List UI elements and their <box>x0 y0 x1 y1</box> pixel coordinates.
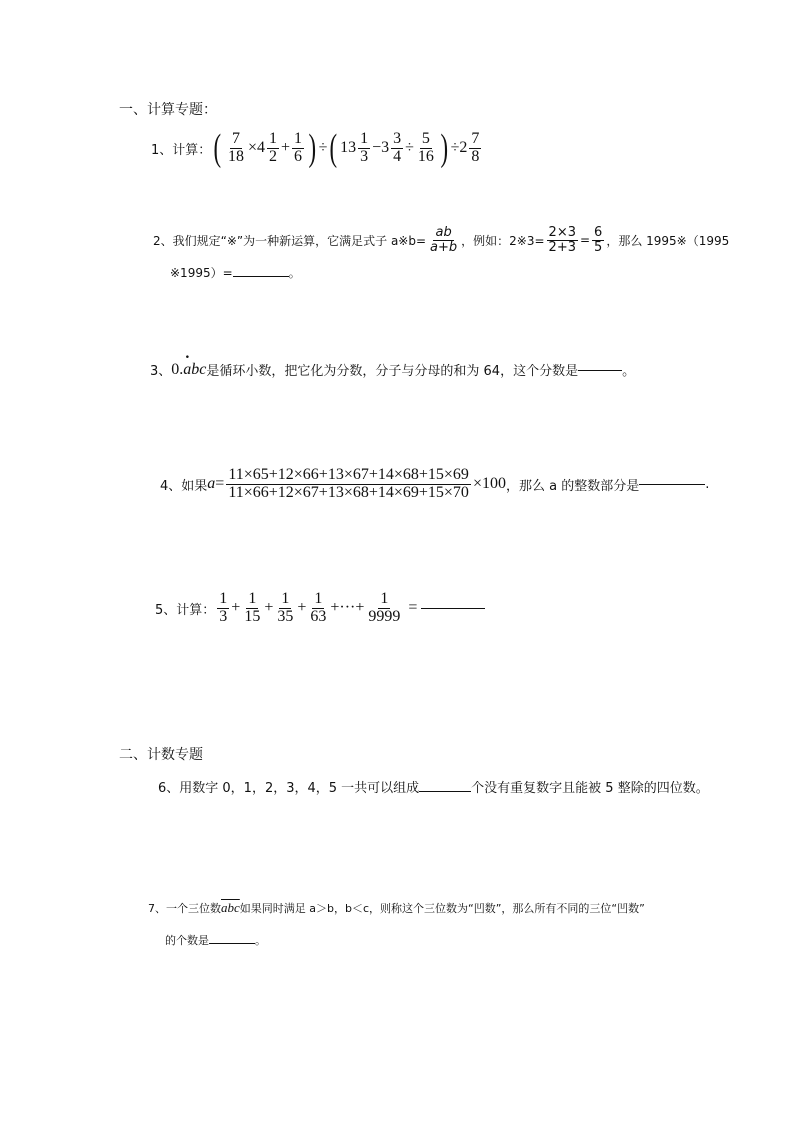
q2-text: 2、我们规定“※”为一种新运算，它满足式子 a※b= <box>153 233 427 248</box>
q6-answer-blank[interactable] <box>419 790 471 792</box>
q1-mixed-13-1-3: 13 $\frac{1}{3}$ <box>340 129 369 165</box>
q5-answer-blank[interactable] <box>421 607 485 609</box>
q4-big-fraction: $\frac{11\times 65+12\times 66+13\times 67+14\times 68+15\times 69}{11\times 66+12\times 67+13\times 68+14\times 69+15\times 70}$ <box>228 465 469 501</box>
q2-frac-6-5: $\frac{6}{5}$ <box>594 224 603 255</box>
q1-left-paren-2: ( <box>329 127 338 169</box>
q4-expression: a = $\frac{11\times 65+12\times 66+13\times 67+14\times 68+15\times 69}{11\times 66+12\times 67+13\times 68+14\times 69+15\times 70}$ ×100 <box>207 465 506 501</box>
q1-frac-1-6: $\frac{1}{6}$ <box>294 129 302 165</box>
q1-right-paren-2: ) <box>440 127 449 169</box>
q5-frac-1-3: $\frac{1}{3}$ <box>219 589 228 625</box>
q5-frac-1-15: $\frac{1}{15}$ <box>244 589 261 625</box>
question-6: 6、用数字 0，1，2，3，4，5 一共可以组成 个没有重复数字且能被 5 整除的四位数。 <box>158 781 709 796</box>
q7-answer-blank[interactable] <box>209 942 255 944</box>
q3-answer-blank[interactable] <box>578 369 622 371</box>
q1-right-paren: ) <box>308 127 317 169</box>
section-title-counting: 二、计数专题 <box>119 747 203 763</box>
q1-mixed-2-7-8: 2 $\frac{7}{8}$ <box>459 129 480 165</box>
q1-mixed-4-1-2: 4 $\frac{1}{2}$ <box>256 129 277 165</box>
q3-repeating-decimal: 0.· abc <box>171 361 206 379</box>
section-title-calculation: 一、计算专题： <box>119 102 217 118</box>
q2-frac-2x3: $\frac{2\times 3}{2+3}$ <box>548 224 576 255</box>
q5-frac-1-35: $\frac{1}{35}$ <box>277 589 294 625</box>
question-1 <box>151 128 483 168</box>
q2-frac-ab: $\frac{ab}{a+b}$ <box>430 224 458 255</box>
q2-answer-blank[interactable] <box>233 275 289 277</box>
question-2-line2: ※1995）= 。 <box>170 266 301 280</box>
q7-abc-number: $\overline{abc}$ <box>221 900 240 915</box>
q3-text: 是循环小数，把它化为分数，分子与分母的和为 64，这个分数是 <box>206 364 579 379</box>
question-7-line2: 的个数是 。 <box>165 934 266 947</box>
q5-frac-1-63: $\frac{1}{63}$ <box>310 589 327 625</box>
question-7: 7、一个三位数$\overline{abc}$如果同时满足 a＞b，b＜c，则称这个三位数为“凹数”，那么所有不同的三位“凹数” <box>148 900 645 915</box>
question-2: 2、我们规定“※”为一种新运算，它满足式子 a※b= $\frac{ab}{a+b}$ ，例如：2※3= $\frac{2\times 3}{2+3}$ = $\frac{6}{5}$ ，那么 1995※（1995 <box>153 224 730 255</box>
q5-expression: $\frac{1}{3}$ + $\frac{1}{15}$ + $\frac{1}{35}$ + $\frac{1}{63}$ +···+ $\frac{1}{9999}$ = <box>215 591 485 626</box>
question-4: 4、如果 a = $\frac{11\times 65+12\times 66+13\times 67+14\times 68+15\times 69}{11\times 66+12\times 67+13\times 68+14\times 69+15\times 70}$ ×100 ，那么 a 的整数部分是 . <box>160 465 710 501</box>
q5-frac-1-9999: $\frac{1}{9999}$ <box>368 589 401 625</box>
q1-prefix: 1、计算： <box>151 142 212 158</box>
q1-expression: ( $\frac{7}{18}$ × 4 $\frac{1}{2}$ + $\frac{1}{6}$ ) ÷ ( 13 $\frac{1}{3}$ − 3 $\frac{3}{4}$ ÷ $\frac{5}{16}$ ) ÷ 2 $\frac{7}{8}$ <box>211 129 483 167</box>
q1-frac-7-18: $\frac{7}{18}$ <box>227 129 244 165</box>
q1-frac-5-16: $\frac{5}{16}$ <box>417 129 434 165</box>
q4-answer-blank[interactable] <box>639 483 705 485</box>
q4-text: ，那么 a 的整数部分是 <box>505 478 640 494</box>
question-5: 5、计算： $\frac{1}{3}$ + $\frac{1}{15}$ + $\frac{1}{35}$ + $\frac{1}{63}$ +···+ $\frac{1}{9999}$ = <box>155 586 485 630</box>
question-3: 3、 0.· abc 是循环小数，把它化为分数，分子与分母的和为 64，这个分数是 。 <box>150 360 635 379</box>
q1-left-paren: ( <box>213 127 222 169</box>
q1-mixed-3-3-4: 3 $\frac{3}{4}$ <box>381 129 402 165</box>
